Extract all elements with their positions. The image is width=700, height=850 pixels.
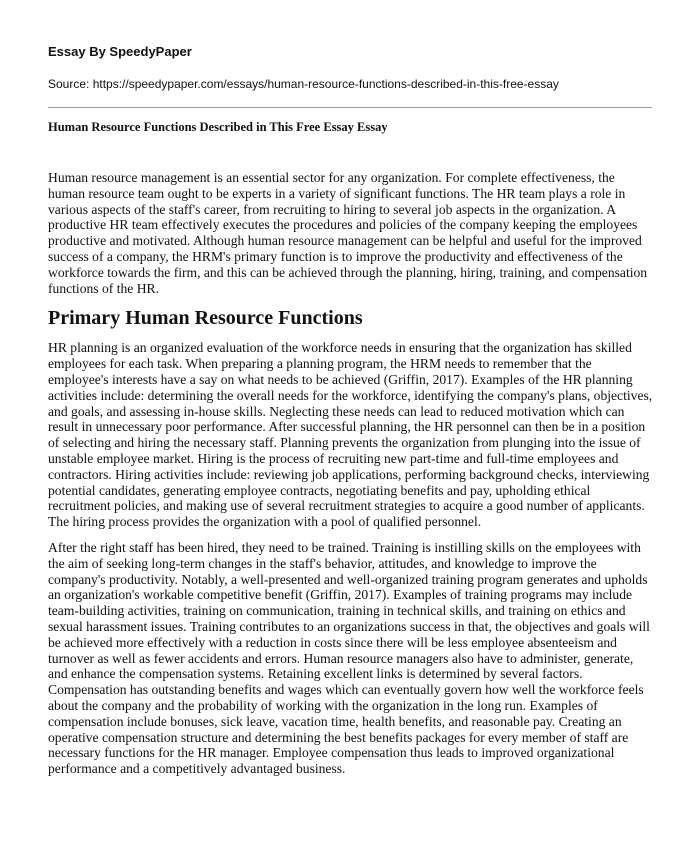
body-paragraph-1: HR planning is an organized evaluation of the workforce needs in ensuring that the organization has skilled employees for each task. When preparing a planning program, the HRM needs to remember that the employee's interests have a say on what needs to be achieved (Griffin, 2017). Examples of the HR planning activities include: determining the overall needs for the workforce, identifying the company's plans, objectives, and goals, and assessing in-house skills. Neglecting these needs can lead to reduced motivation which can result in unnecessary poor performance. After successful planning, the HR personnel can then be in a position of selecting and hiring the necessary staff. Planning prevents the organization from plunging into the issue of unstable employee market. Hiring is the process of recruiting new part-time and full-time employees and contractors. Hiring activities include: reviewing job applications, performing background checks, interviewing potential candidates, generating employee contracts, negotiating benefits and pay, upholding ethical recruitment policies, and making use of several recruitment strategies to acquire a good number of applicants. The hiring process provides the organization with a pool of qualified personnel. xyxy=(48,340,653,530)
section-heading: Primary Human Resource Functions xyxy=(48,307,363,330)
document-header xyxy=(48,44,652,92)
essay-title: Human Resource Functions Described in This Free Essay Essay xyxy=(48,120,388,134)
body-paragraph-2: After the right staff has been hired, they need to be trained. Training is instilling skills on the employees with the aim of seeking long-term changes in the staff's behavior, attitudes, and knowledge to improve the company's productivity. Notably, a well-presented and well-organized training program generates and upholds an organization's workable competitive benefit (Griffin, 2017). Examples of training programs may include team-building activities, training on communication, training in technical skills, and training on ethics and sexual harassment issues. Training contributes to an organizations success in that, the objectives and goals will be achieved more effectively with a reduction in costs since there will be less employee absenteeism and turnover as well as fewer accidents and errors. Human resource managers also have to administer, generate, and enhance the compensation systems. Retaining excellent links is determined by several factors. Compensation has outstanding benefits and wages which can eventually govern how well the workforce feels about the company and the probability of working with the organization in the long run. Examples of compensation include bonuses, sick leave, vacation time, health benefits, and reasonable pay. Creating an operative compensation structure and determining the best benefits packages for every member of staff are necessary functions for the HR manager. Employee compensation thus leads to improved organizational performance and a competitively advantaged business. xyxy=(48,539,650,777)
essay-body xyxy=(48,170,654,787)
site-title: Essay By SpeedyPaper xyxy=(48,44,192,59)
header-divider xyxy=(48,107,652,108)
source-line: Source: https://speedypaper.com/essays/human-resource-functions-described-in-this-free-essay xyxy=(48,77,559,91)
intro-paragraph: Human resource management is an essential sector for any organization. For complete effectiveness, the human resource team ought to be experts in a variety of significant functions. The HR team plays a role in various aspects of the staff's career, from recruiting to hiring to several job aspects in the organization. A productive HR team effectively executes the procedures and policies of the company keeping the employees productive and motivated. Although human resource management can be helpful and useful for the improved success of a company, the HRM's primary function is to improve the productivity and effectiveness of the workforce towards the firm, and this can be achieved through the planning, hiring, training, and compensation functions of the HR. xyxy=(48,170,648,296)
